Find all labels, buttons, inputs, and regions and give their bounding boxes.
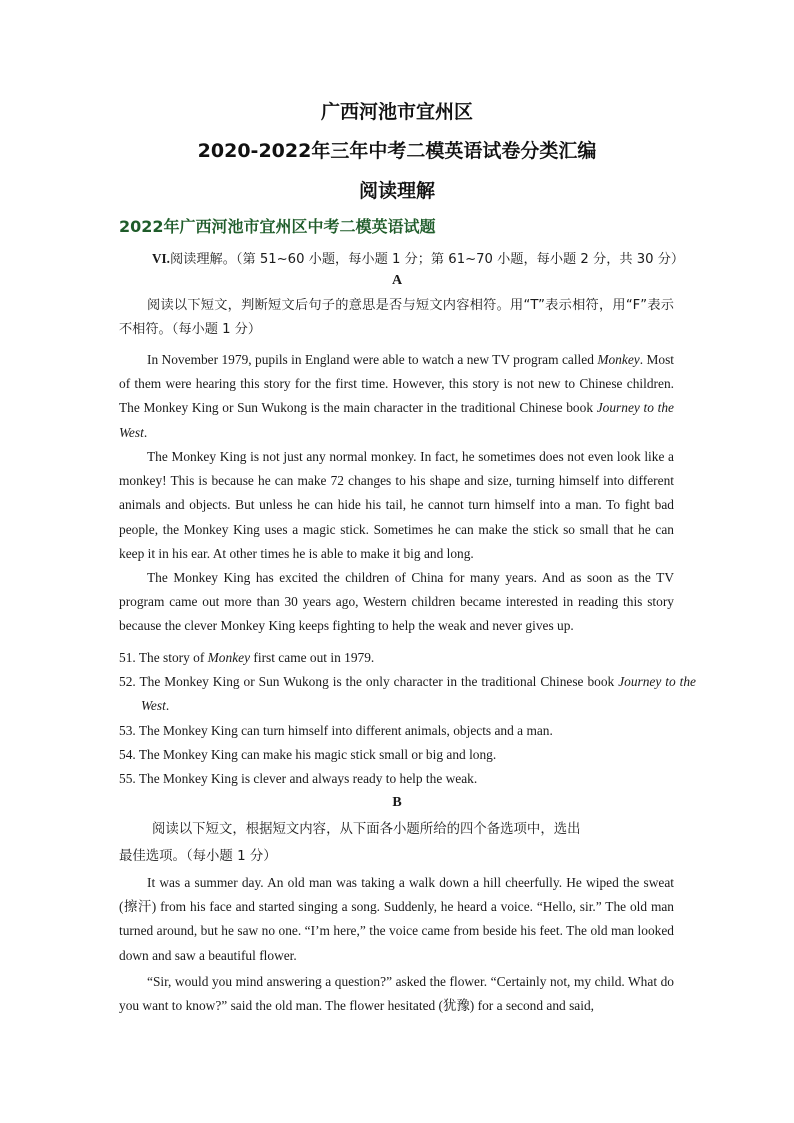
part-a-paragraph-2: The Monkey King is not just any normal monkey. In fact, he sometimes does not even look like a monkey! This is because he can make 72 changes to his shape and size, turning himself into different animals and objects. But unless he can hide his tail, he cannot turn himself into a man. To fight bad people, the Monkey King uses a magic stick. Sometimes he can make the stick so small that he can keep it in his ear. At other times he is able to make it big and long. (119, 449, 674, 561)
p1-italic-book: Journey to the West (119, 400, 674, 440)
p1-text-c: . (143, 424, 148, 440)
part-b-letter: B (392, 795, 402, 810)
part-a-directions: 阅读以下短文，判断短文后句子的意思是否与短文内容相符。用“T”表示相符，用“F”表示不相符。（每小题 1 分） (119, 298, 674, 338)
question-53: 53. The Monkey King can turn himself into different animals, objects and a man. (119, 723, 553, 738)
part-a-letter: A (391, 273, 403, 288)
doc-title-region: 广西河池市宜州区 (320, 101, 473, 123)
q51-text-b: first came out in 1979. (250, 650, 375, 665)
instruction-number: VI. (152, 251, 170, 266)
section-title: 2022年广西河池市宜州区中考二模英语试题 (119, 217, 436, 236)
doc-title-topic: 阅读理解 (358, 180, 435, 202)
p1-text-b: . Most of them were hearing this story for the first time. However, this story is not new to Chinese children. The Monkey King or Sun Wukong is the main character in the traditional Chinese book (119, 352, 675, 416)
question-55: 55. The Monkey King is clever and always ready to help the weak. (119, 771, 478, 786)
part-b-directions-line1: 阅读以下短文，根据短文内容，从下面各小题所给的四个备选项中，选出 (152, 822, 581, 837)
q52-text-b: . (165, 698, 170, 714)
q51-italic: Monkey (207, 650, 251, 665)
part-b-paragraph-2: “Sir, would you mind answering a question?” asked the flower. “Certainly not, my child. What do you want to know?” said the old man. The flower hesitated (犹豫) for a second and said, (119, 974, 674, 1014)
question-52 (119, 670, 696, 718)
part-b-directions-line2: 最佳选项。（每小题 1 分） (119, 849, 277, 864)
section-instruction (152, 248, 684, 267)
q51-text-a: 51. The story of (119, 650, 208, 665)
question-51 (119, 646, 674, 670)
part-b-paragraph-1: It was a summer day. An old man was taking a walk down a hill cheerfully. He wiped the sweat (擦汗) from his face and started singing a song. Suddenly, he heard a voice. “Hello, sir.” The old man turned around, but he saw no one. “I’m here,” the voice came from beside his feet. The old man looked down and saw a beautiful flower. (119, 875, 674, 963)
doc-title-main: 2020-2022年三年中考二模英语试卷分类汇编 (197, 140, 597, 162)
question-54: 54. The Monkey King can make his magic stick small or big and long. (119, 747, 497, 762)
part-a-paragraph-3: The Monkey King has excited the children of China for many years. And as soon as the TV program came out more than 30 years ago, Western children became interested in reading this story because the clever Monkey King keeps fighting to help the weak and never gives up. (119, 570, 674, 634)
p1-text-a: In November 1979, pupils in England were able to watch a new TV program called (147, 352, 598, 367)
q52-text-a: 52. The Monkey King or Sun Wukong is the only character in the traditional Chinese book (119, 674, 619, 689)
part-a-paragraph-1 (119, 348, 674, 445)
p1-italic-monkey: Monkey (597, 352, 640, 367)
q52-italic: Journey to the West (141, 674, 696, 714)
instruction-text: 阅读理解。（第 51~60 小题，每小题 1 分；第 61~70 小题，每小题 2 分，共 30 分） (169, 252, 685, 267)
